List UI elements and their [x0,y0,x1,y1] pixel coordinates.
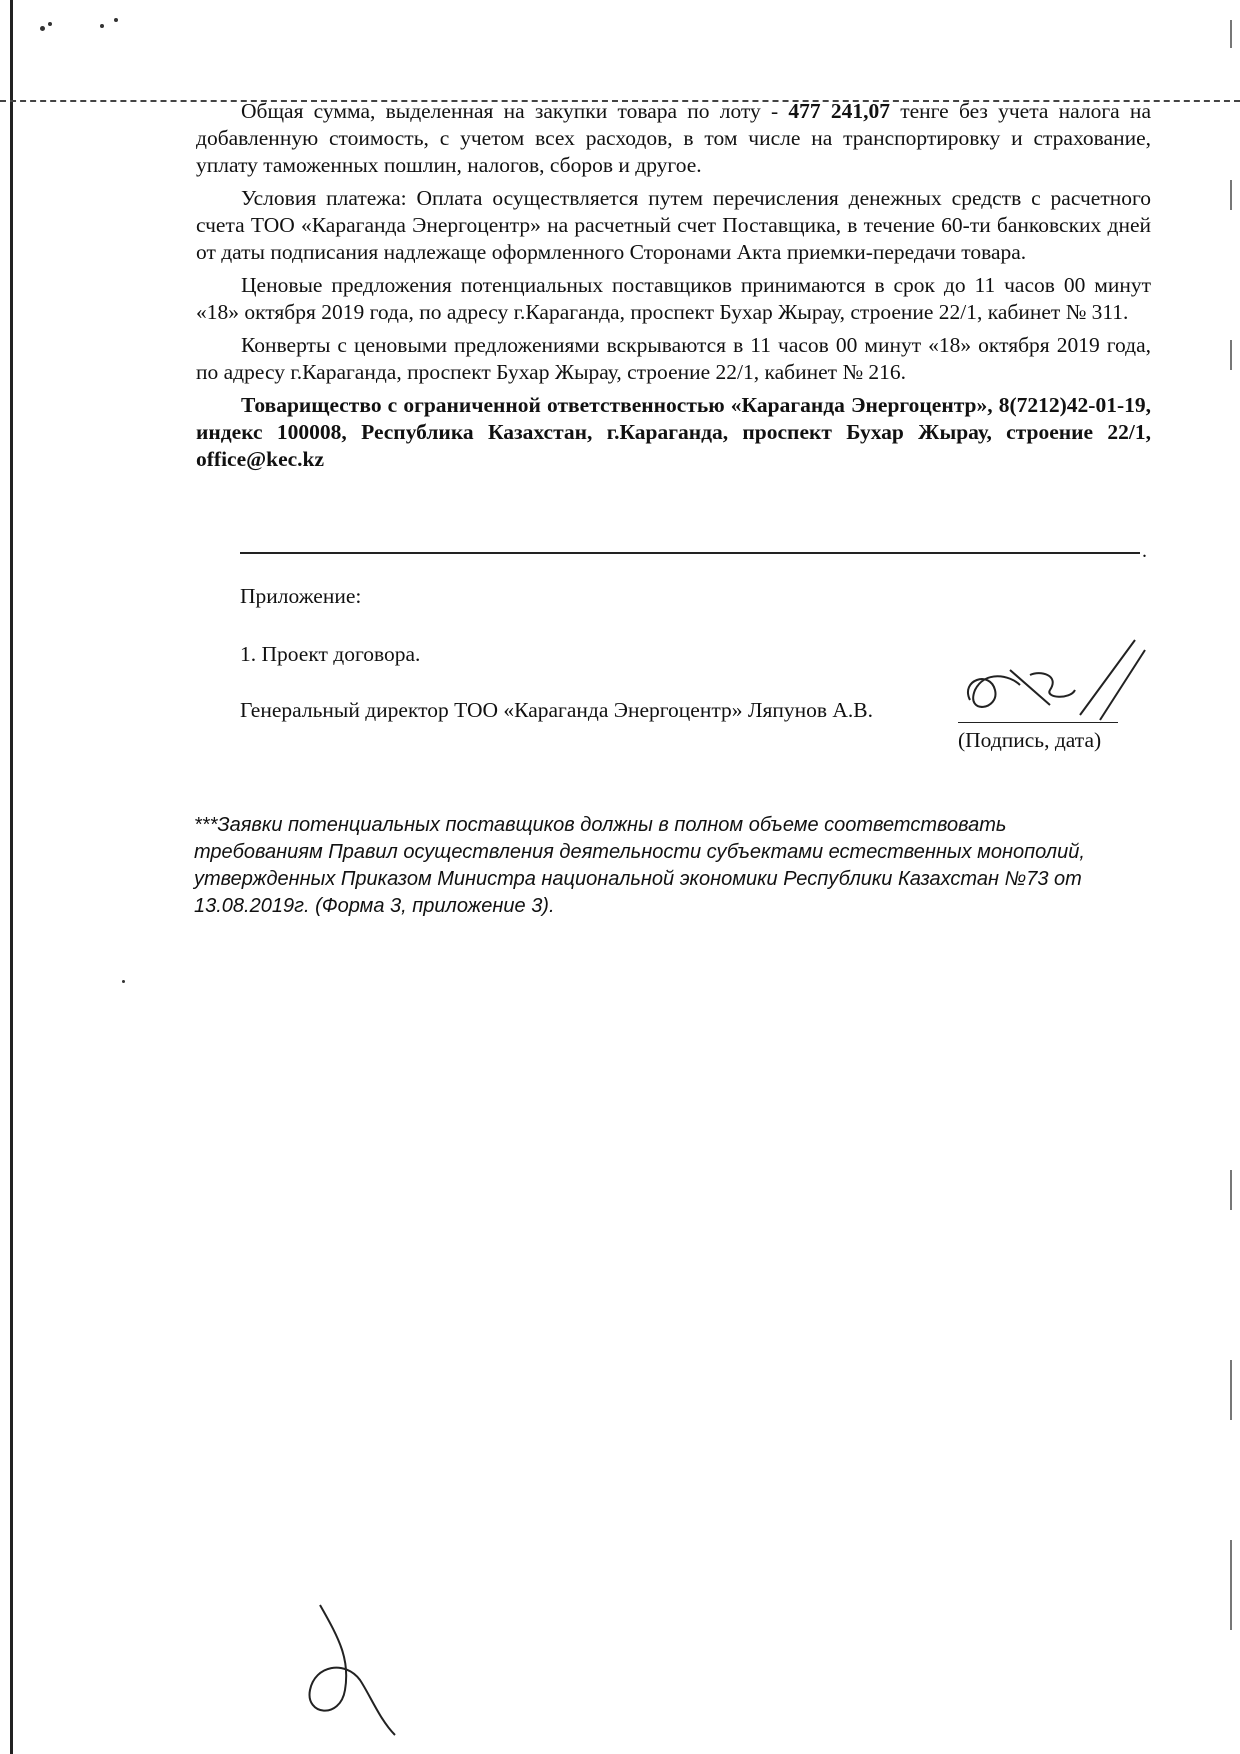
signature-caption: (Подпись, дата) [958,728,1102,752]
signer-line: Генеральный директор ТОО «Караганда Энергоцентр» Ляпунов А.В. [240,698,874,722]
scan-mark [1230,1540,1232,1630]
scan-speck [48,22,52,26]
scan-mark [1230,340,1232,370]
total-amount-value: 477 241,07 [788,99,890,123]
fill-line [240,552,1140,554]
handwritten-mark [300,1600,410,1740]
scan-mark [1230,20,1232,48]
paragraph-text: Общая сумма, выделенная на закупки товара по лоту - [241,99,789,123]
footnote: ***Заявки потенциальных поставщиков должны в полном объеме соответствовать требованиям Правил осуществления деятельности субъектами естественных монополий, утвержденных Приказом Министра национальной экономики Республики Казахстан №73 от 13.08.2019г. (Форма 3, приложение 3). [194,814,1085,917]
paragraph-envelope-opening: Конверты с ценовыми предложениями вскрываются в 11 часов 00 минут «18» октября 2019 года, по адресу г.Караганда, проспект Бухар Жырау, строение 22/1, кабинет № 216. [196,333,1151,384]
scan-mark [1230,1360,1232,1420]
paragraph-payment-terms: Условия платежа: Оплата осуществляется путем перечисления денежных средств с расчетного счета ТОО «Караганда Энергоцентр» на расчетный счет Поставщика, в течение 60-ти банковских дней от даты подписания надлежаще оформленного Сторонами Акта приемки-передачи товара. [196,186,1151,264]
attachment-item: 1. Проект договора. [240,642,421,666]
paragraph-total-amount [196,98,1151,179]
scan-edge-line [10,0,13,1754]
scan-speck [122,980,125,983]
scan-speck [100,24,104,28]
signature-line [958,722,1118,723]
scan-speck [114,18,118,22]
handwritten-signature [950,630,1150,730]
fill-dot: . [1142,540,1147,562]
notice-body [196,98,1151,479]
attachment-title: Приложение: [240,584,362,608]
paragraph-company-details: Товарищество с ограниченной ответственностью «Караганда Энергоцентр», 8(7212)42-01-19, индекс 100008, Республика Казахстан, г.Караганда, проспект Бухар Жырау, строение 22/1, office@kec.kz [196,393,1151,471]
paragraph-submission-deadline: Ценовые предложения потенциальных поставщиков принимаются в срок до 11 часов 00 минут «18» октября 2019 года, по адресу г.Караганда, проспект Бухар Жырау, строение 22/1, кабинет № 311. [196,273,1151,324]
scan-mark [1230,1170,1232,1210]
paragraph-text: тенге без учета налога на добавленную стоимость, с учетом всех расходов, в том числе на транспортировку и страхование, уплату таможенных пошлин, налогов, сборов и другое. [196,99,1151,177]
scan-mark [1230,180,1232,210]
scan-speck [40,26,45,31]
